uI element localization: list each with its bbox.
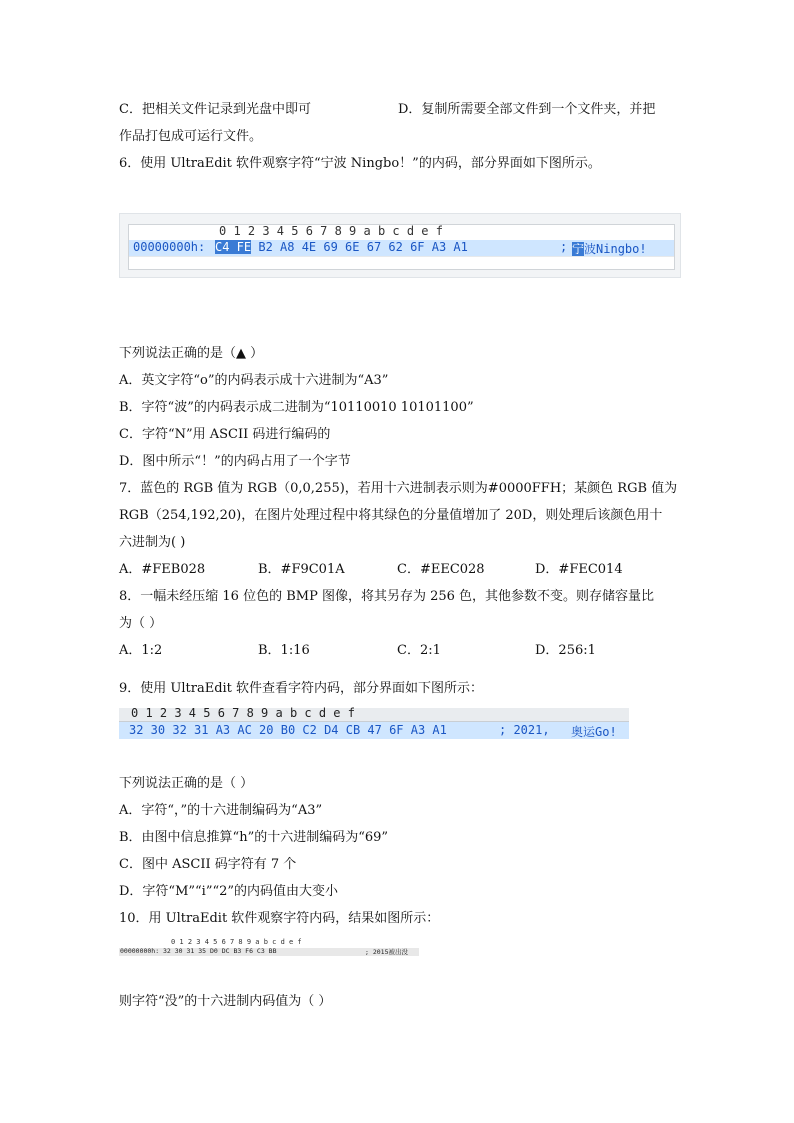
q6-stem: 6．使用 UltraEdit 软件观察字符“宁波 Ningbo！”的内码，部分界面如下图所示。 xyxy=(119,156,601,171)
hex-column-header: 0 1 2 3 4 5 6 7 8 9 a b c d e f xyxy=(131,706,355,720)
hex-text-column: ; 2015被出没 xyxy=(365,948,408,956)
q8-option-b: B．1:16 xyxy=(258,643,310,658)
hex-bytes: 32 30 31 35 D0 DC B3 F6 C3 BB xyxy=(163,947,277,955)
q10-prompt: 则字符“没”的十六进制内码值为（ ） xyxy=(119,994,332,1009)
q10-stem: 10．用 UltraEdit 软件观察字符内码，结果如图所示： xyxy=(119,911,440,926)
q7-option-a: A．#FEB028 xyxy=(119,562,206,577)
q7-option-c: C．#EEC028 xyxy=(397,562,485,577)
q9-option-a: A．字符“，”的十六进制编码为“A3” xyxy=(119,803,323,818)
hex-empty-row xyxy=(129,256,674,270)
q7-stem-line2: RGB（254,192,20)，在图片处理过程中将其绿色的分量值增加了 20D，则处理后该颜色用十 xyxy=(119,508,663,523)
hex-rest-bytes: B2 A8 4E 69 6E 67 62 6F A3 A1 xyxy=(258,240,468,254)
q9-option-d: D．字符“M”“i”“2”的内码值由大变小 xyxy=(119,884,339,899)
hex-column-header: 0 1 2 3 4 5 6 7 8 9 a b c d e f xyxy=(171,938,302,946)
hex-selected-bytes: C4 FE xyxy=(215,240,252,254)
hex-separator: ; xyxy=(560,240,568,254)
q9-prompt: 下列说法正确的是（ ） xyxy=(119,776,254,791)
hex-text-ascii: ; 2021, xyxy=(499,723,550,737)
hex-bytes xyxy=(215,240,468,254)
hex-row xyxy=(119,722,629,739)
q8-option-a: A．1:2 xyxy=(119,643,163,658)
q8-stem-line2: 为（ ） xyxy=(119,616,163,631)
q6-option-c: C．字符“N”用 ASCII 码进行编码的 xyxy=(119,427,331,442)
hex-row xyxy=(129,240,674,256)
hex-row xyxy=(119,948,419,956)
hex-text-selected: 宁 xyxy=(572,242,585,256)
q6-prompt: 下列说法正确的是（▲ ） xyxy=(119,346,264,361)
q8-option-d: D．256:1 xyxy=(535,643,596,658)
hex-column-header: 0 1 2 3 4 5 6 7 8 9 a b c d e f xyxy=(219,224,443,238)
hex-address: 00000000h: xyxy=(120,947,160,955)
q5-option-d: D．复制所需要全部文件到一个文件夹，并把 xyxy=(398,102,656,117)
hex-column-header-bar xyxy=(119,708,629,722)
q6-hex-viewer xyxy=(119,213,681,278)
q7-option-b: B．#F9C01A xyxy=(258,562,345,577)
q6-option-d: D．图中所示“！”的内码占用了一个字节 xyxy=(119,454,351,469)
hex-address: 00000000h: xyxy=(133,240,206,254)
q9-option-c: C．图中 ASCII 码字符有 7 个 xyxy=(119,857,297,872)
hex-text-column xyxy=(572,240,647,257)
hex-text-column: 奥运Go! xyxy=(571,725,617,739)
q7-stem-line3: 六进制为( ) xyxy=(119,535,186,550)
q9-option-b: B．由图中信息推算“h”的十六进制编码为“69” xyxy=(119,830,389,845)
q9-stem: 9．使用 UltraEdit 软件查看字符内码，部分界面如下图所示： xyxy=(119,681,484,696)
q9-hex-viewer xyxy=(119,708,629,740)
q7-stem-line1: 7．蓝色的 RGB 值为 RGB（0,0,255)，若用十六进制表示则为#0000FFH；某颜色 RGB 值为 xyxy=(119,481,678,496)
q6-option-a: A．英文字符“o”的内码表示成十六进制为“A3” xyxy=(119,373,389,388)
q7-option-d: D．#FEC014 xyxy=(535,562,623,577)
q10-hex-viewer xyxy=(119,939,419,957)
q6-option-b: B．字符“波”的内码表示成二进制为“10110010 10101100” xyxy=(119,400,474,415)
q5-option-d-continued: 作品打包成可运行文件。 xyxy=(119,129,263,144)
hex-bytes: 32 30 32 31 A3 AC 20 B0 C2 D4 CB 47 6F A3 A1 xyxy=(129,723,447,737)
hex-text-rest: 波Ningbo! xyxy=(584,242,647,256)
q5-option-c: C．把相关文件记录到光盘中即可 xyxy=(119,102,311,117)
q8-stem-line1: 8．一幅未经压缩 16 位色的 BMP 图像，将其另存为 256 色，其他参数不变。则存储容量比 xyxy=(119,589,655,604)
hex-viewer-content xyxy=(128,224,675,270)
q8-option-c: C．2:1 xyxy=(397,643,441,658)
